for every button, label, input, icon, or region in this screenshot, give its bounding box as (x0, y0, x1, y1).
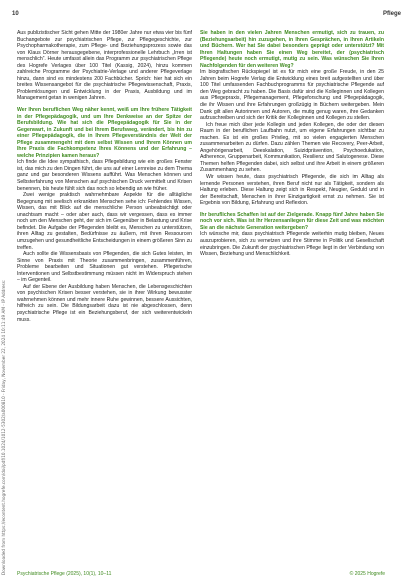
paragraph: Wir wissen heute, dass psychiatrisch Pflegende, die sich im Alltag als lernende Personen verstehen, ihren Beruf nicht nur als Tätigkeit, sondern als Haltung erleben. Diese Haltung zeigt sich in Respekt, Neugier, Geduld und in der Bereitschaft, Menschen in ihrer Einzigartigkeit ernst zu nehmen. Sie ist Ergebnis von Bildung, Erfahrung und Reflexion. (200, 174, 384, 207)
footer-citation: Psychiatrische Pflege (2025), 10(1), 10–11 (17, 571, 112, 577)
journal-name: Pflege (382, 11, 401, 17)
left-column (17, 30, 192, 323)
page-footer (17, 569, 385, 579)
paragraph: Ich freue mich über jede Kollegin und jeden Kollegen, die oder der diesen Raum in der beruflichen Laufbahn nutzt, um eigene Erfahrungen sichtbar zu machen. Es ist ein großes Privileg, mit so vielen engagierten Menschen zusammenarbeiten zu dürfen. Dazu zählen Themen wie Recovery, Peer-Arbeit, Angehörigenarbeit, Deeskalation, Suizidprävention, Psychoedukation, Adherence, Gruppenarbeit, Kommunikation, Resilienz und Salutogenese. Diese Themen helfen Pflegenden dabei, sich selbst und ihre Arbeit in einem größeren Zusammenhang zu sehen. (200, 121, 384, 174)
page-header (12, 8, 401, 20)
download-watermark (0, 0, 10, 585)
paragraph: Zwei wenige praktisch wahrnehmbare Aspekte für die alltägliche Begegnung mit seelisch erkrankten Menschen sehe ich: Fehlendes Wissen, Wissen, das mit Blick auf die menschliche Person unbeabsichtigt oder unachtsam macht – oder aber auch, dass wir vergessen, dass es immer noch um den Menschen geht, der sich im Gegenüber in Belastung und Krise befindet. Die Aufgabe der Pflegenden bleibt es, Menschen zu unterstützen, ihren Alltag zu gestalten, Bedürfnisse zu äußern, mit ihren Ressourcen umzugehen und gesundheitliche Entscheidungen in einem größeren Sinn zu treffen. (17, 192, 192, 251)
paragraph: Ich wünsche mir, dass psychiatrisch Pflegende weiterhin mutig bleiben, Neues auszuprobieren, sich zu vernetzen und ihre Stimme in Politik und Gesellschaft einzubringen. Die Zukunft der psychiatrischen Pflege liegt in der Verbindung von Wissen, Beziehung und Menschlichkeit. (200, 231, 384, 258)
interview-question: Wer Ihren beruflichen Weg näher kennt, weiß um Ihre frühere Tätigkeit in der Pflegepädagogik, und um Ihre Denkweise an der Spitze der Berufsbildung. Wie hat sich die Pflegepädagogik für Sie in der Gegenwart, in Zukunft und bei Ihrem Berufsweg, verändert, bis hin zu einer Pflegepädagogik, die in Ihrem Pflegeverständnis der Welt der Pflege zusammengeht mit dem selbst Wissen und Ihrem Können um Ihre Praxis die Fachkompetenz Ihres Könnens und der Erfahrung – welche Prinzipien kamen heraus? (17, 107, 192, 159)
download-note: Downloaded from https://econtent.hogrefe.com/doi/pdf/10.1024/1012-5302/a000810 - Friday, November 22, 2024 10:11:49 AM - IP Address: (1, 279, 6, 575)
paragraph: Im biografischen Rückspiegel ist es für mich eine große Freude, in den 25 Jahren beim Hogrefe Verlag die Entwicklung eines breit aufgestellten und über 100 Titel umfassenden Fachbuchprogramms für psychiatrische Pflegende auf den Weg gebracht zu haben. Die Basis dafür sind die Kolleginnen und Kollegen aus Pflegepraxis, Pflegemanagement, Pflegeforschung und Pflegepädagogik, die ihr Wissen und ihre Erfahrungen großzügig in Büchern weitergeben. Mein Dank gilt allen Autorinnen und Autoren, die mutig genug waren, ihre Gedanken aufzuschreiben und sich der Kritik der Kolleginnen und Kollegen zu stellen. (200, 69, 384, 122)
paragraph: Aus publizistischer Sicht gehen Mitte der 1980er Jahre nur etwa vier bis fünf Buchangebote zur psychiatrischen Pflege, zur Pflegegeschichte, zur Psychopharmakotherapie, zum Pflege- und Beziehungsprozess sowie das von Klaus Dörner herausgegebene, interprofessionelle Lehrbuch „Irren ist menschlich“. Heute umfasst allein das Programm zur psychiatrischen Pflege des Hogrefe Verlages über 100 Titel (Kassig, 2024), hinzu kommen zahlreiche Programme der Psychiatrie-Verlage und anderer Pflegeverlage hinzu, dann sind es mindestens 200 Fachbücher. Sprich: hier hat sich ein breites Wissensangebot für die psychiatrische Pflegewissenschaft, Praxis, Problemlösungen und Entwicklung in der Praxis, Ausbildung und im Management getan in wenigen Jahren. (17, 30, 192, 102)
footer-copyright: © 2025 Hogrefe (349, 571, 385, 577)
interview-question: Sie haben in den vielen Jahren Menschen ermutigt, sich zu trauen, zu (Beziehungsarbeit) hin zuzugehen, in Ihren Gesprächen, in Ihren Artikeln und Büchern. Wer hat Sie dabei besonders geprägt oder unterstützt? Mit Ihren Haltungen haben Sie einen Weg bereitet, der (psychiatrisch Pflegende) heute noch ermutigt, mutig zu sein. Was wünschen Sie Ihren Nachfolgenden für den weiteren Weg? (200, 30, 384, 69)
interview-question: Ihr berufliches Schaffen ist auf der Zielgerade. Knapp fünf Jahre haben Sie noch vor sich. Was ist Ihr Herzensanliegen für diese Zeit und was möchten Sie an die nächste Generation weitergeben? (200, 211, 384, 231)
paragraph: Ich finde die Idee sympathisch, dass Pflegebildung wie ein großes Fenster ist, das mich zu den Dingen führt, die uns auf einer Lernreise zu dem Thema ganz und gar besonderen Wissens aufführt. Was Menschen können und Selbsterfahrung von Menschen auf psychischen Druck vermittelt und Krisen benennen, bis heute fühlt sich das noch so lebendig an wie früher. (17, 159, 192, 192)
page-number: 10 (12, 11, 19, 17)
right-column (200, 30, 384, 258)
paragraph: Auf der Ebene der Ausbildung haben Menschen, die Lebensgeschichten von psychischen Krisen besser verstehen, sie in ihrer Wirkung bewusster wahrnehmen können und mehr innere Ruhe gewinnen, bessere Aussichten, hilfreich zu sein. Die Bildungsarbeit dazu ist nie abgeschlossen, denn psychiatrische Pflege ist ein Beziehungsberuf, der sich weiterentwickeln muss. (17, 283, 192, 323)
paragraph: Auch sollte die Wissensbasis von Pflegenden, die sich Gutes leisten, im Sinne von Praxis mit Theorie zusammenbringen, zusammenführen, Probleme bearbeiten und Situationen gut verstehen. Pflegerische Interventionen und Selbstbestimmung müssen nicht im Widerspruch stehen – im Gegenteil. (17, 251, 192, 284)
